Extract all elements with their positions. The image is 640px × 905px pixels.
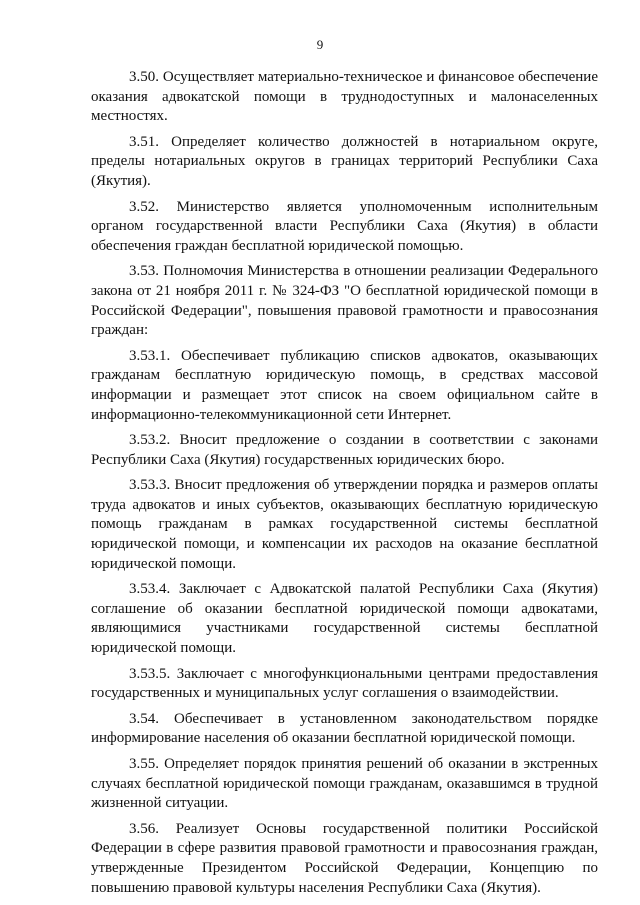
paragraph-3-53-5: 3.53.5. Заключает с многофункциональными центрами предоставления государственных и муниципальных услуг соглашения о взаимодействии.: [91, 665, 598, 702]
paragraph-3-52: 3.52. Министерство является уполномоченным исполнительным органом государственной власти Республики Саха (Якутия) в области обеспечения граждан бесплатной юридической помощью.: [91, 198, 598, 254]
paragraph-3-51: 3.51. Определяет количество должностей в нотариальном округе, пределы нотариальных округов в границах территорий Республики Саха (Якутия).: [91, 133, 598, 189]
paragraph-3-53: 3.53. Полномочия Министерства в отношении реализации Федерального закона от 21 ноября 2011 г. № 324-ФЗ "О бесплатной юридической помощи в Российской Федерации", повышения правовой грамотности и правосознания граждан:: [91, 263, 598, 339]
paragraph-3-50: 3.50. Осуществляет материально-техническое и финансовое обеспечение оказания адвокатской помощи в труднодоступных и малонаселенных местностях.: [91, 69, 598, 125]
paragraph-3-54: 3.54. Обеспечивает в установленном законодательством порядке информирование населения об оказании бесплатной юридической помощи.: [91, 710, 598, 747]
page-number: 9: [316, 37, 324, 52]
paragraph-3-53-2: 3.53.2. Вносит предложение о создании в соответствии с законами Республики Саха (Якутия) государственных юридических бюро.: [91, 432, 598, 468]
paragraph-3-53-3: 3.53.3. Вносит предложения об утверждении порядка и размеров оплаты труда адвокатов и иных субъектов, оказывающих бесплатную юридическую помощь гражданам в рамках государственной системы бесплатной юридической помощи, и компенсации их расходов на оказание бесплатной юридической помощи.: [91, 477, 598, 572]
paragraph-3-56: 3.56. Реализует Основы государственной политики Российской Федерации в сфере развития правовой грамотности и правосознания граждан, утвержденные Президентом Российской Федерации, Концепцию по повышению правовой культуры населения Республики Саха (Якутия).: [91, 820, 598, 896]
paragraph-3-55: 3.55. Определяет порядок принятия решений об оказании в экстренных случаях бесплатной юридической помощи гражданам, оказавшимся в трудной жизненной ситуации.: [91, 756, 598, 812]
document-body: [91, 68, 598, 904]
paragraph-3-53-4: 3.53.4. Заключает с Адвокатской палатой Республики Саха (Якутия) соглашение об оказании бесплатной юридической помощи адвокатами, являющимися участниками государственной системы бесплатной юридической помощи.: [91, 581, 598, 657]
paragraph-3-53-1: 3.53.1. Обеспечивает публикацию списков адвокатов, оказывающих гражданам бесплатную юридическую помощь, в средствах массовой информации и размещает этот список на своем официальном сайте в информационно-телекоммуникационной сети Интернет.: [91, 347, 598, 423]
